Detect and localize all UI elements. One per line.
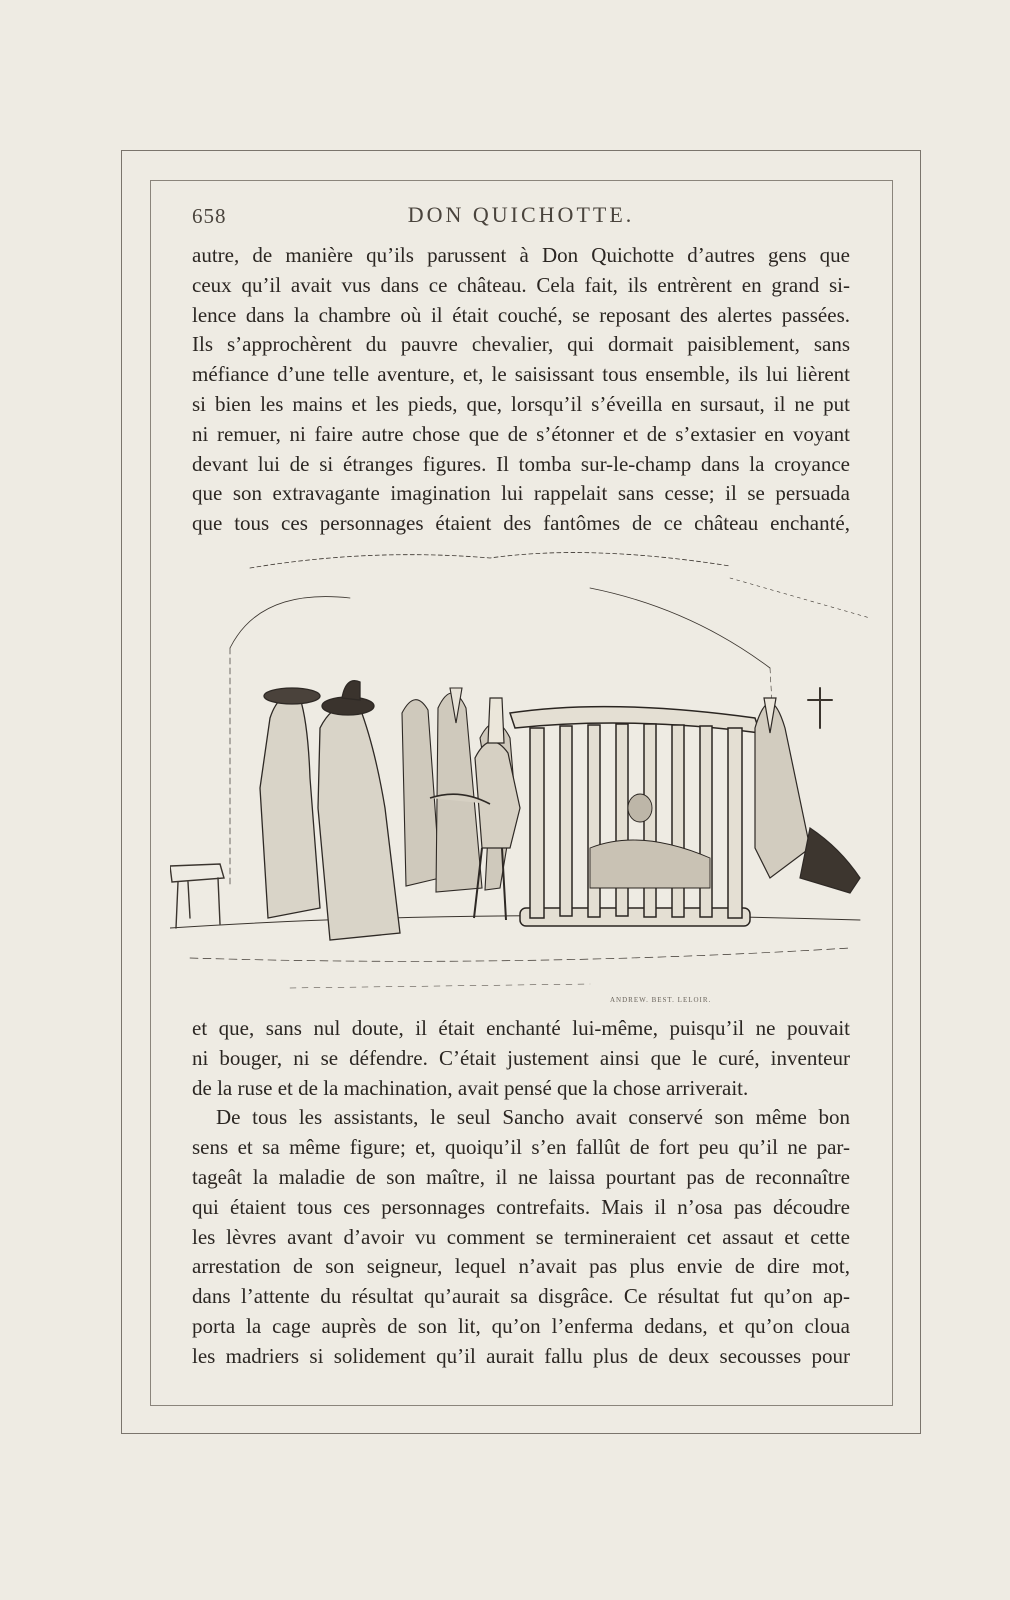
text-line: tageât la maladie de son maître, il ne laissa pourtant pas de reconnaître [192,1164,850,1189]
text-line: devant lui de si étranges figures. Il tomba sur-le-champ dans la croyance [192,451,850,476]
text-line: les lèvres avant d’avoir vu comment se termineraient cet assaut et cette [192,1224,850,1249]
text-line: De tous les assistants, le seul Sancho avait conservé son même bon [216,1105,850,1130]
engraving-illustration [170,548,870,1006]
text-line: autre, de manière qu’ils parussent à Don Quichotte d’autres gens que [192,243,850,267]
text-block-bottom [192,1014,850,1372]
text-line: et que, sans nul doute, il était enchanté lui-même, puisqu’il ne pouvait [192,1016,850,1040]
text-line: sens et sa même figure; et, quoiqu’il s’en fallût de fort peu qu’il ne par- [192,1135,850,1160]
text-line: ceux qu’il avait vus dans ce château. Cela fait, ils entrèrent en grand si- [192,272,850,297]
text-line: de la ruse et de la machination, avait pensé que la chose arriverait. [192,1075,749,1100]
text-line: ni bouger, ni se défendre. C’était justement ainsi que le curé, inventeur [192,1045,850,1070]
running-title: DON QUICHOTTE. [407,202,635,227]
text-line: que son extravagante imagination lui rappelait sans cesse; il se persuada [192,481,850,506]
text-line: les madriers si solidement qu’il aurait fallu plus de deux secousses pour [192,1343,850,1368]
text-line: arrestation de son seigneur, lequel n’avait pas plus envie de dire mot, [192,1254,850,1279]
text-line: que tous ces personnages étaient des fantômes de ce château enchanté, [192,511,850,536]
page-header [192,204,850,230]
page-number: 658 [192,204,227,228]
text-line: qui étaient tous ces personnages contrefaits. Mais il n’osa pas découdre [192,1194,850,1219]
text-line: dans l’attente du résultat qu’aurait sa disgrâce. Ce résultat fut qu’on ap- [192,1284,850,1309]
engraver-credit: ANDREW. BEST. LELOIR. [610,996,712,1004]
text-line: méfiance d’une telle aventure, et, le saisissant tous ensemble, ils lui lièrent [192,362,850,387]
text-line: lence dans la chambre où il était couché, se reposant des alertes passées. [192,302,850,327]
text-line: porta la cage auprès de son lit, qu’on l’enferma dedans, et qu’on cloua [192,1313,850,1338]
text-line: ni remuer, ni faire autre chose que de s’étonner et de s’extasier en voyant [192,421,850,446]
text-line: si bien les mains et les pieds, que, lorsqu’il s’éveilla en sursaut, il ne put [192,391,850,416]
text-line: Ils s’approchèrent du pauvre chevalier, qui dormait paisiblement, sans [192,332,850,357]
text-block-top [192,241,850,539]
